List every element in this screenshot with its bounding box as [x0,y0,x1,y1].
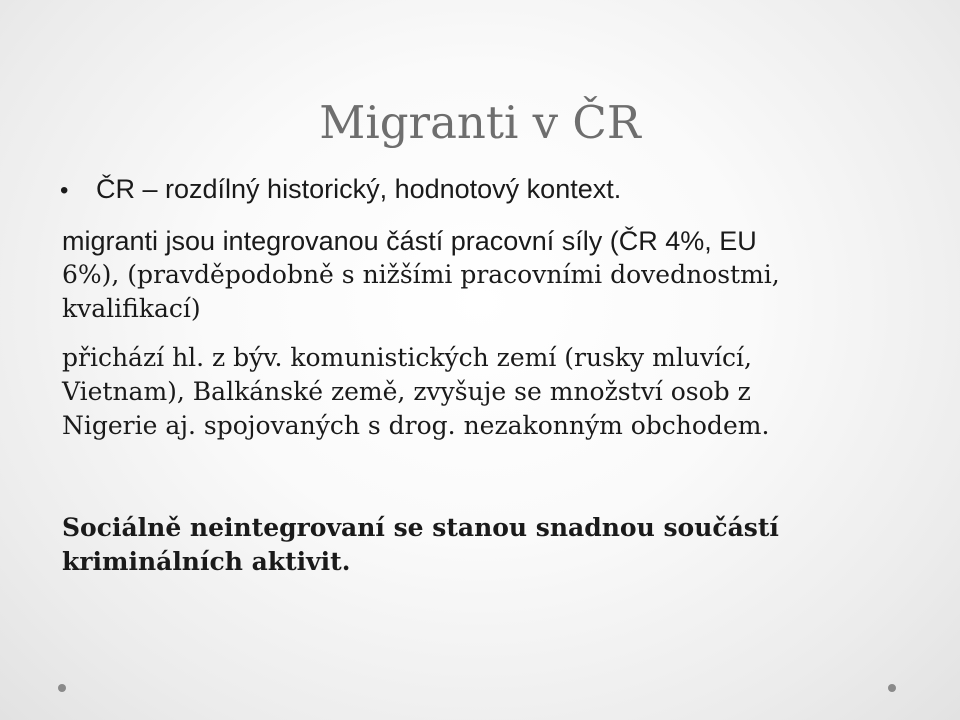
paragraph-line: Vietnam), Balkánské země, zvyšuje se množství osob z [62,377,751,406]
paragraph-line: Sociálně neintegrovaní se stanou snadnou součástí [62,513,779,542]
paragraph-line: 6%), (pravděpodobně s nižšími pracovními dovednostmi, [62,260,780,289]
corner-dot-icon [888,684,896,692]
paragraph-origin [62,341,882,443]
paragraph-labor-force [62,224,882,326]
paragraph-line: přichází hl. z býv. komunistických zemí (rusky mluvící, [62,343,752,372]
bullet-item [62,172,621,206]
bullet-dot-icon: • [60,177,69,204]
bullet-text: ČR – rozdílný historický, hodnotový kontext. [96,174,622,204]
corner-dot-icon [58,684,66,692]
paragraph-conclusion [62,511,882,579]
paragraph-line: Nigerie aj. spojovaných s drog. nezakonným obchodem. [62,411,770,440]
paragraph-line: kvalifikací) [62,294,201,323]
paragraph-line: kriminálních aktivit. [62,547,351,576]
paragraph-line: migranti jsou integrovanou částí pracovní síly (ČR 4%, EU [62,226,757,256]
slide-title: Migranti v ČR [319,96,641,149]
